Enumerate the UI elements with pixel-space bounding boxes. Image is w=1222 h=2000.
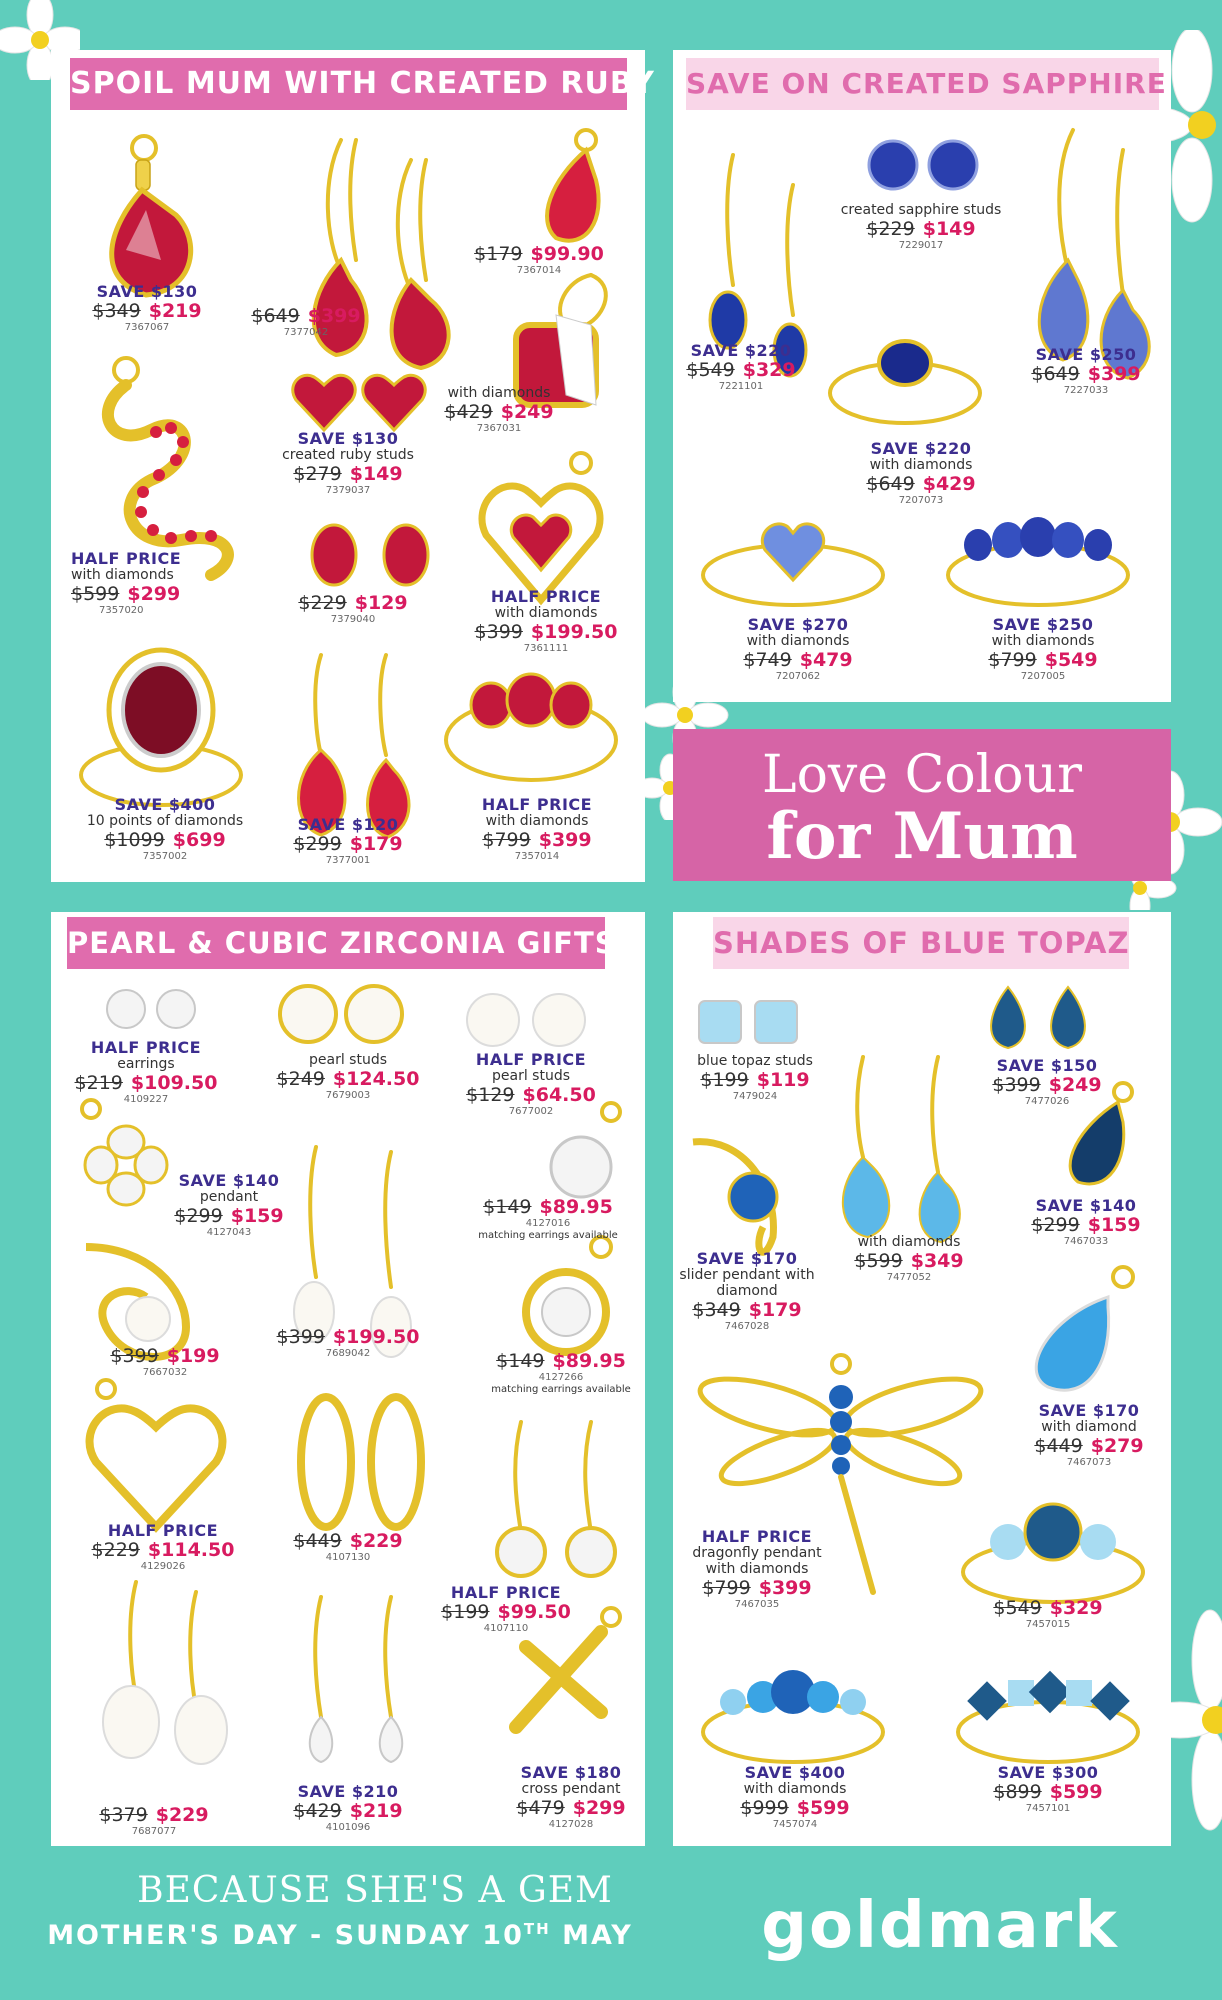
sapphire-five-stone-ring-image[interactable] [938,505,1138,615]
topaz-item-2-price: SAVE $150 $399 $249 7477026 [992,1056,1102,1107]
pearl-item-8-price: $149 $89.95 4127266 matching earrings available [491,1350,631,1396]
ruby-halo-ring-image[interactable] [71,640,251,820]
ruby-three-stone-ring-image[interactable] [436,655,626,795]
sapphire-item-2-price: SAVE $220 $549 $329 7221101 [686,341,796,392]
pearl-item-9-price: HALF PRICE $229 $114.50 4129026 [91,1521,235,1572]
ruby-item-3-price: $179 $99.90 7367014 [474,243,604,276]
ruby-item-2-price: $649 $399 7377042 [251,305,361,338]
ruby-oval-studs-image[interactable] [296,520,446,590]
topaz-item-5-price: SAVE $140 $299 $159 7467033 [1031,1196,1141,1247]
topaz-studs-image[interactable] [693,997,803,1047]
topaz-item-10-price: SAVE $300 $899 $599 7457101 [993,1763,1103,1814]
topaz-pear-pendant-image[interactable] [998,1262,1148,1412]
pearl-item-7-price: $399 $199.50 7689042 [276,1326,420,1359]
ruby-item-8-price: HALF PRICE with diamonds $399 $199.50 7361111 [474,587,618,654]
blue-topaz-section [673,912,1171,1846]
topaz-cluster-ring-image[interactable] [693,1652,893,1772]
sapphire-section-title: SAVE ON CREATED SAPPHIRE [686,58,1159,110]
cz-hoop-earrings-image[interactable] [281,1387,441,1537]
pearl-item-6-price: $399 $199 7667032 [110,1345,220,1378]
ruby-section [51,50,655,882]
topaz-item-3-price: SAVE $170 slider pendant with diamond $349 $179 7467028 [679,1249,815,1332]
cz-heart-pendant-image[interactable] [76,1377,236,1537]
ruby-item-10-price: SAVE $120 $299 $179 7377001 [293,815,403,866]
pearl-item-4-price: SAVE $140 pendant $299 $159 4127043 [174,1171,284,1238]
topaz-drop-earrings-image[interactable] [823,1047,983,1247]
banner-line-2: for Mum [766,799,1078,874]
topaz-item-1-price: blue topaz studs $199 $119 7479024 [697,1053,813,1102]
pearl-cz-section-title: PEARL & CUBIC ZIRCONIA GIFTS [67,917,605,969]
topaz-three-stone-ring-image[interactable] [953,1492,1153,1612]
ruby-item-1-price: SAVE $130 $349 $219 7367067 [92,282,202,333]
banner-line-1: Love Colour [762,745,1082,805]
pearl-item-5-price: $149 $89.95 4127016 matching earrings available [478,1196,618,1242]
pearl-hook-earrings-image[interactable] [76,1572,246,1772]
cz-stud-earrings-image[interactable] [101,987,201,1032]
ruby-section-title: SPOIL MUM WITH CREATED RUBY [70,58,627,110]
london-blue-pear-studs-image[interactable] [973,982,1103,1052]
ruby-item-11-price: HALF PRICE with diamonds $799 $399 7357014 [481,795,593,862]
ruby-item-5-price: SAVE $130 created ruby studs $279 $149 7379037 [282,429,414,496]
sapphire-oval-ring-image[interactable] [823,328,988,438]
ruby-item-4-price: with diamonds $429 $249 7367031 [444,385,554,434]
ruby-item-9-price: SAVE $400 10 points of diamonds $1099 $699 7357002 [86,795,244,862]
pearl-item-13-price: SAVE $210 $429 $219 4101096 [293,1782,403,1833]
cz-drop-earrings-image[interactable] [481,1412,631,1587]
sapphire-section [673,50,1171,702]
pearl-item-11-price: HALF PRICE $199 $99.50 4107110 [441,1583,571,1634]
pearl-item-10-price: $449 $229 4107130 [293,1530,403,1563]
love-colour-banner [673,729,1171,881]
ruby-item-7-price: $229 $129 7379040 [298,592,408,625]
sapphire-heart-ring-image[interactable] [693,505,893,615]
pearl-bezel-studs-image[interactable] [276,982,406,1047]
ruby-item-6-price: HALF PRICE with diamonds $599 $299 7357020 [71,549,182,616]
topaz-item-6-price: SAVE $170 with diamond $449 $279 7467073 [1034,1401,1144,1468]
sapphire-studs-image[interactable] [863,135,983,195]
pearl-item-3-price: HALF PRICE pearl studs $129 $64.50 7677002 [466,1050,596,1117]
footer-mothers-day-date: MOTHER'S DAY - SUNDAY 10TH MAY [47,1920,633,1951]
goldmark-logo[interactable]: goldmark [761,1889,1119,1963]
pearl-item-14-price: SAVE $180 cross pendant $479 $299 4127028 [516,1763,626,1830]
sapphire-item-3-price: SAVE $250 $649 $399 7227033 [1031,345,1141,396]
pearl-item-1-price: HALF PRICE earrings $219 $109.50 4109227 [74,1038,218,1105]
topaz-mixed-ring-image[interactable] [948,1652,1148,1772]
topaz-item-8-price: $549 $329 7457015 [993,1597,1103,1630]
sapphire-item-6-price: SAVE $250 with diamonds $799 $549 7207005 [988,615,1098,682]
pearl-cz-section [51,912,645,1846]
pearl-studs-image[interactable] [461,990,591,1050]
cz-pear-drop-earrings-image[interactable] [276,1587,436,1772]
footer-tagline: BECAUSE SHE'S A GEM [137,1870,613,1911]
pearl-item-2-price: pearl studs $249 $124.50 7679003 [276,1052,420,1101]
sapphire-item-1-price: created sapphire studs $229 $149 7229017 [840,202,1002,251]
topaz-item-4-price: with diamonds $599 $349 7477052 [854,1234,964,1283]
topaz-item-9-price: SAVE $400 with diamonds $999 $599 7457074 [740,1763,850,1830]
topaz-item-7-price: HALF PRICE dragonfly pendant with diamonds $799 $399 7467035 [692,1527,822,1610]
cz-flower-pendant-image[interactable] [71,1097,181,1222]
sapphire-item-5-price: SAVE $270 with diamonds $749 $479 7207062 [743,615,853,682]
pearl-item-12-price: $379 $229 7687077 [99,1804,209,1837]
sapphire-item-4-price: SAVE $220 with diamonds $649 $429 7207073 [866,439,976,506]
blue-topaz-section-title: SHADES OF BLUE TOPAZ [713,917,1129,969]
